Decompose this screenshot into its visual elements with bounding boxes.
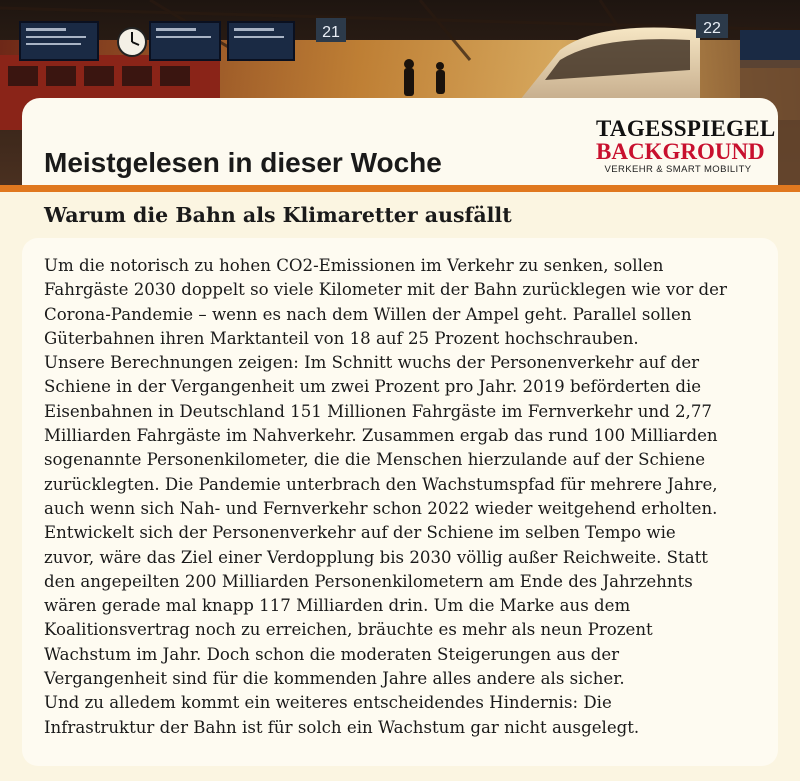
article-line: zurücklegten. Die Pandemie unterbrach den Wachstumspfad für mehrere Jahre, [44, 474, 718, 494]
article-line: Vergangenheit sind für die kommenden Jahre alles andere als sicher. [44, 669, 625, 689]
article-line: Eisenbahnen in Deutschland 151 Millionen Fahrgäste im Fernverkehr und 2,77 [44, 401, 712, 421]
article-line: den angepeilten 200 Milliarden Personenkilometern am Ende des Jahrzehnts [44, 571, 693, 591]
svg-text:21: 21 [322, 24, 340, 41]
article-line: Schiene in der Vergangenheit um zwei Prozent pro Jahr. 2019 beförderten die [44, 377, 702, 397]
orange-divider [0, 185, 800, 192]
article-line: Corona-Pandemie – wenn es nach dem Willen der Ampel geht. Parallel sollen [44, 304, 692, 324]
tagesspiegel-background-logo [596, 116, 776, 175]
article-line: Infrastruktur der Bahn ist für solch ein Wachstum gar nicht ausgelegt. [44, 717, 640, 737]
article-headline: Warum die Bahn als Klimaretter ausfällt [44, 203, 512, 227]
svg-text:22: 22 [703, 20, 721, 37]
article-line: Koalitionsvertrag noch zu erreichen, bräuchte es mehr als neun Prozent [44, 620, 653, 640]
article-line: Entwickelt sich der Personenverkehr auf der Schiene im selben Tempo wie [44, 523, 676, 543]
article-line: Und zu alledem kommt ein weiteres entscheidendes Hindernis: Die [44, 693, 612, 713]
logo-line-subtitle: VERKEHR & SMART MOBILITY [604, 164, 752, 175]
article-line: zuvor, wäre das Ziel einer Verdopplung bis 2030 völlig außer Reichweite. Statt [44, 547, 708, 567]
article-line: Wachstum im Jahr. Doch schon die moderaten Steigerungen aus der [44, 644, 620, 664]
page-title: Meistgelesen in dieser Woche [44, 147, 442, 178]
article-line: sogenannte Personenkilometer, die die Menschen hierzulande auf der Schiene [44, 450, 706, 470]
article-line: Unsere Berechnungen zeigen: Im Schnitt wuchs der Personenverkehr auf der [44, 353, 700, 373]
article-line: Fahrgäste 2030 doppelt so viele Kilometer mit der Bahn zurücklegen wie vor der [44, 280, 727, 300]
article-line: auch wenn sich Nah- und Fernverkehr schon 2022 wieder weitgehend erholten. [44, 498, 718, 518]
article-line: Güterbahnen ihren Marktanteil von 18 auf 25 Prozent hochschrauben. [44, 328, 639, 348]
logo-line-background: BACKGROUND [596, 139, 765, 164]
article-line: Milliarden Fahrgäste im Nahverkehr. Zusammen ergab das rund 100 Milliarden [44, 426, 718, 446]
article-line: Um die notorisch zu hohen CO2-Emissionen im Verkehr zu senken, sollen [44, 256, 664, 275]
article-line: wären gerade mal knapp 117 Milliarden drin. Um die Marke aus dem [44, 596, 631, 616]
article-body [44, 254, 772, 740]
logo-line-tagesspiegel: TAGESSPIEGEL [596, 116, 776, 141]
